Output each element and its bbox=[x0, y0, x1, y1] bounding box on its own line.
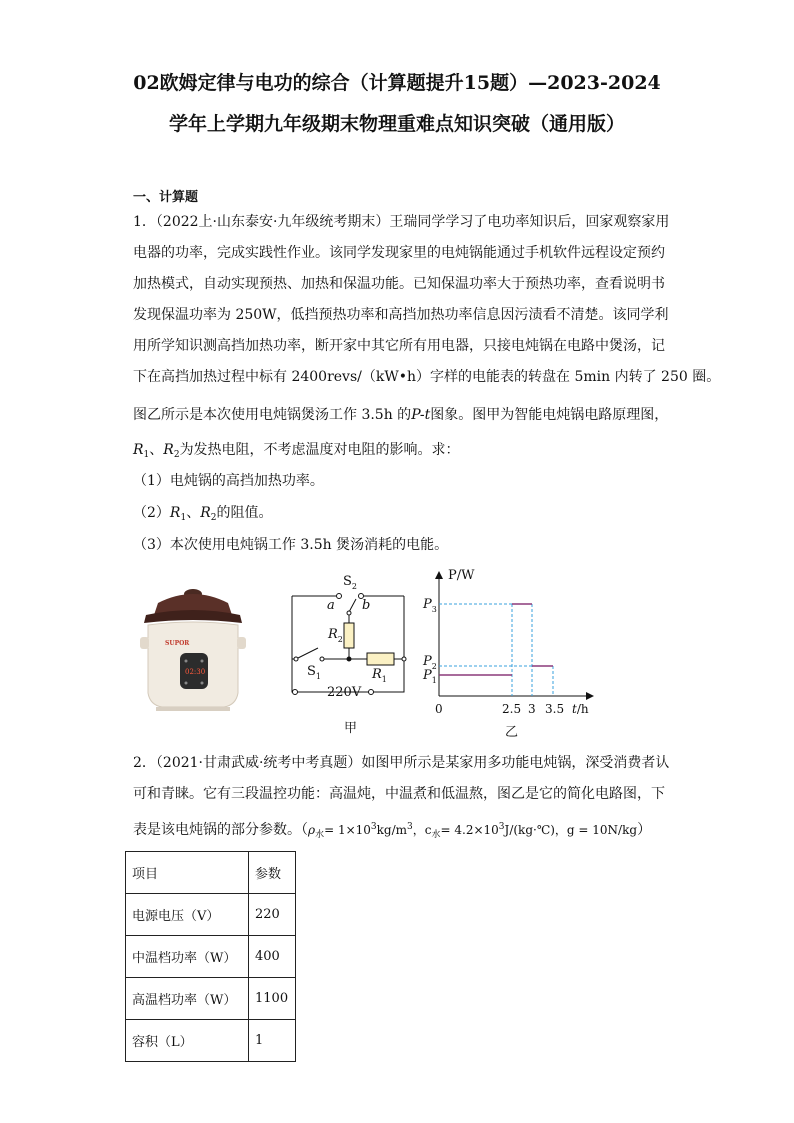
label-voltage: 220V bbox=[327, 685, 362, 700]
rho-symbol: ρ bbox=[308, 823, 316, 837]
power-time-graph bbox=[422, 568, 594, 740]
q1-line-4: 发现保温功率为 250W，低挡预热功率和高挡加热功率信息因污渍看不清楚。该同学利 bbox=[133, 307, 669, 323]
document-title-line-1: 02欧姆定律与电功的综合（计算题提升15题）—2023-2024 bbox=[133, 72, 661, 94]
tick-3-5: 3.5 bbox=[545, 702, 565, 716]
label-s2: $S_2$ bbox=[343, 574, 357, 591]
table-row bbox=[126, 1020, 296, 1062]
question-1-figures bbox=[0, 565, 794, 755]
sub2-number: （2） bbox=[133, 505, 170, 521]
table-cell: 1 bbox=[249, 1020, 296, 1062]
rho-subscript: 水 bbox=[315, 830, 325, 840]
q1-subquestion-2 bbox=[133, 503, 673, 528]
c-value: = 4.2×10 bbox=[440, 823, 499, 837]
table-row bbox=[126, 894, 296, 936]
table-cell: 1100 bbox=[249, 978, 296, 1020]
table-cell: 中温档功率（W） bbox=[126, 936, 249, 978]
q1-line-7-text-c: 图象。图甲为智能电炖锅电路原理图， bbox=[430, 407, 669, 423]
switch-s2-blade bbox=[349, 599, 356, 612]
separator: 、 bbox=[149, 442, 164, 458]
y-axis-arrow bbox=[435, 571, 443, 579]
source-terminal-left bbox=[293, 690, 298, 695]
q1-line-7-text-a: 图乙所示是本次使用电炖锅煲汤工作 3.5h 的 bbox=[133, 407, 412, 423]
table-row bbox=[126, 978, 296, 1020]
label-s1: $S_1$ bbox=[307, 664, 321, 681]
table-header-row bbox=[126, 852, 296, 894]
q2-line-1: 2．（2021·甘肃武威·统考中考真题）如图甲所示是某家用多功能电炖锅，深受消费者认 bbox=[133, 755, 670, 771]
x-axis-arrow bbox=[586, 692, 594, 700]
table-header-item: 项目 bbox=[126, 852, 249, 894]
source-terminal-right bbox=[369, 690, 374, 695]
q1-line-8-text: 为发热电阻，不考虑温度对电阻的影响。求： bbox=[179, 442, 460, 458]
table-cell: 400 bbox=[249, 936, 296, 978]
r2-symbol: R bbox=[163, 442, 174, 458]
r2-symbol: R bbox=[200, 505, 211, 521]
q1-line-3: 加热模式，自动实现预热、加热和保温功能。已知保温功率大于预热功率，查看说明书 bbox=[133, 276, 665, 292]
rho-unit-exponent: 3 bbox=[407, 822, 413, 832]
table-row bbox=[126, 936, 296, 978]
label-a: a bbox=[327, 598, 335, 613]
rho-exponent: 3 bbox=[370, 822, 377, 832]
switch-s1-pivot bbox=[294, 657, 298, 661]
table-cell: 电源电压（V） bbox=[126, 894, 249, 936]
separator: 、 bbox=[186, 505, 201, 521]
graph-xlabel: t/h bbox=[572, 702, 589, 716]
c-symbol: ，c bbox=[412, 823, 432, 837]
resistor-r2 bbox=[344, 623, 354, 648]
c-exponent: 3 bbox=[498, 822, 505, 832]
switch-s1-blade bbox=[298, 648, 318, 658]
label-r1: $R_1$ bbox=[372, 667, 387, 684]
tick-3: 3 bbox=[528, 702, 536, 716]
r1-subscript: 1 bbox=[180, 513, 187, 523]
q2-line-2: 可和青睐。它有三段温控功能：高温炖，中温煮和低温熬，图乙是它的简化电路图，下 bbox=[133, 786, 665, 802]
rho-unit: kg/m bbox=[376, 823, 408, 837]
table-header-param: 参数 bbox=[249, 852, 296, 894]
graph-labels bbox=[422, 568, 589, 740]
circuit-diagram bbox=[292, 594, 406, 695]
q1-line-2: 电器的功率，完成实践性作业。该同学发现家里的电炖锅能通过手机软件远程设定预约 bbox=[133, 245, 665, 261]
circuit-caption: 甲 bbox=[344, 721, 358, 736]
resistor-r1 bbox=[367, 653, 394, 665]
q1-line-1: 1．（2022上·山东泰安·九年级统考期末）王瑞同学学习了电功率知识后，回家观察家用 bbox=[133, 214, 670, 230]
q1-line-6: 下在高挡加热过程中标有 2400revs/（kW•h）字样的电能表的转盘在 5min 内转了 250 圈。 bbox=[133, 369, 721, 385]
label-r2: $R_2$ bbox=[328, 627, 343, 644]
node-right bbox=[402, 657, 406, 661]
c-subscript: 水 bbox=[431, 830, 441, 840]
q2-constants bbox=[308, 822, 638, 840]
switch-s2-pivot bbox=[347, 611, 351, 615]
r2-subscript: 2 bbox=[173, 450, 180, 460]
guide-lines bbox=[439, 604, 553, 696]
sub2-text: 的阻值。 bbox=[216, 505, 273, 521]
label-p1: $P_1$ bbox=[423, 668, 437, 685]
terminal-a bbox=[337, 594, 342, 599]
electric-stew-pot-image bbox=[140, 589, 246, 711]
q1-subquestion-1: （1）电炖锅的高挡加热功率。 bbox=[133, 473, 324, 489]
table-cell: 高温档功率（W） bbox=[126, 978, 249, 1020]
q1-line-8 bbox=[133, 440, 673, 465]
section-heading: 一、计算题 bbox=[133, 190, 199, 205]
q1-line-5: 用所学知识测高挡加热功率，断开家中其它所有用电器，只接电炖锅在电路中煲汤，记 bbox=[133, 338, 665, 354]
cooker-brand: SUPOR bbox=[165, 640, 190, 647]
r1-symbol: R bbox=[169, 505, 181, 521]
cooker-display: 02:30 bbox=[185, 668, 206, 676]
graph-ylabel: P/W bbox=[448, 568, 475, 583]
tick-0: 0 bbox=[435, 702, 443, 716]
r1-subscript: 1 bbox=[143, 450, 150, 460]
q1-line-7-pt: P-t bbox=[411, 407, 431, 423]
q2-line-3-text: 表是该电炖锅的部分参数。（ bbox=[133, 822, 308, 838]
switch-s1-contact bbox=[320, 657, 324, 661]
q2-line-3 bbox=[133, 817, 673, 845]
table-cell: 220 bbox=[249, 894, 296, 936]
label-p3: $P_3$ bbox=[423, 597, 437, 614]
label-b: b bbox=[362, 598, 371, 613]
label-p2: $P_2$ bbox=[423, 654, 437, 671]
rho-value: = 1×10 bbox=[324, 823, 371, 837]
r2-subscript: 2 bbox=[210, 513, 217, 523]
r1-symbol: R bbox=[133, 442, 144, 458]
q1-subquestion-3: （3）本次使用电炖锅工作 3.5h 煲汤消耗的电能。 bbox=[133, 537, 449, 553]
table-cell: 容积（L） bbox=[126, 1020, 249, 1062]
graph-caption: 乙 bbox=[505, 725, 519, 740]
c-unit-and-g: J/(kg·℃)，g = 10N/kg bbox=[504, 823, 638, 837]
parameter-table bbox=[125, 851, 296, 1062]
tick-2-5: 2.5 bbox=[502, 702, 522, 716]
power-curve bbox=[439, 604, 553, 675]
q2-line-3-end: ） bbox=[637, 822, 652, 838]
document-title-line-2: 学年上学期九年级期末物理重难点知识突破（通用版） bbox=[168, 113, 625, 135]
q1-line-7 bbox=[133, 405, 673, 425]
